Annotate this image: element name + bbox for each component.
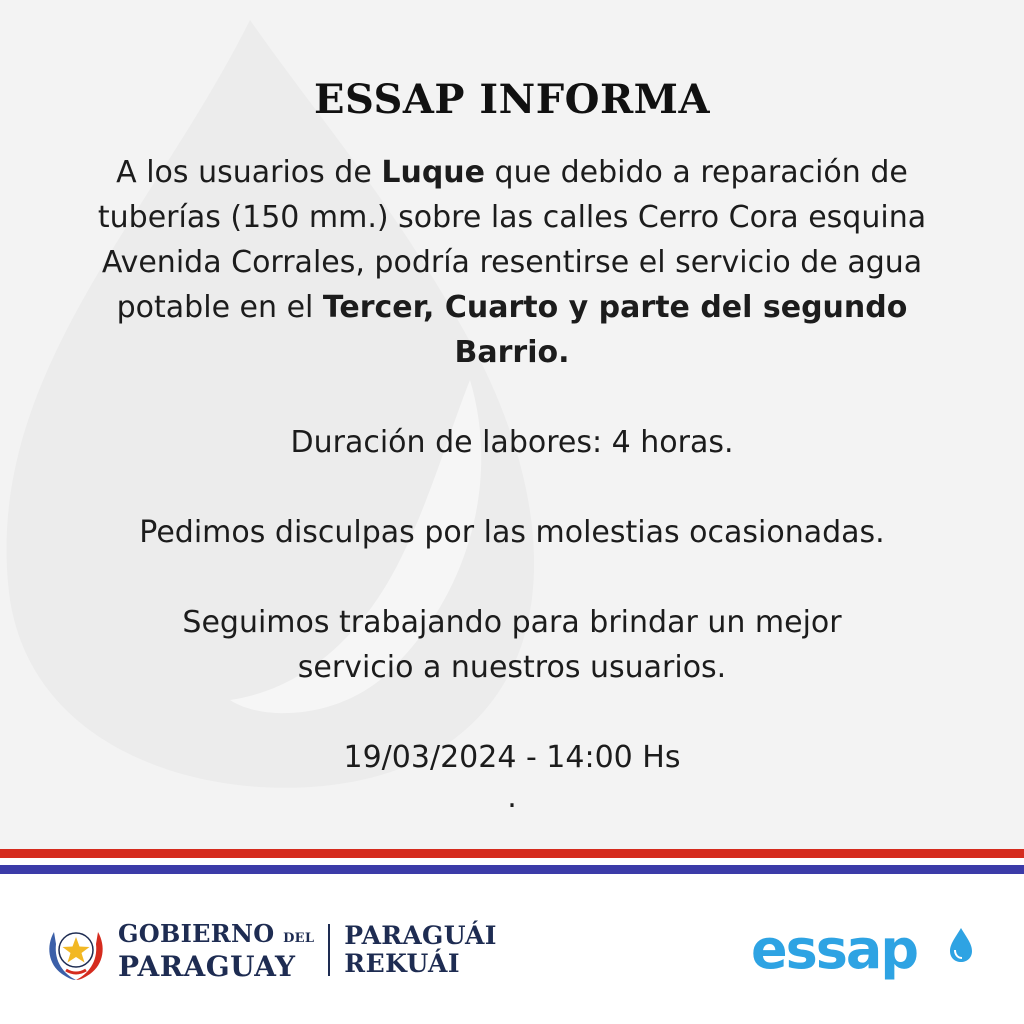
stripe-blue — [0, 865, 1024, 874]
slogan-line-1: PARAGUÁI — [344, 921, 497, 950]
stripe-red — [0, 849, 1024, 858]
logo-divider — [328, 924, 330, 976]
gobierno-wordmark — [118, 920, 314, 981]
p1-barrios: Tercer, Cuarto y parte del segundo Barrio. — [322, 290, 908, 370]
paraguay-word: PARAGUAY — [118, 949, 296, 983]
notice-apology: Pedimos disculpas por las molestias ocasionadas. — [139, 515, 885, 550]
notice-body — [60, 150, 964, 816]
slogan-line-2: REKUÁI — [344, 949, 461, 978]
notice-title: ESSAP INFORMA — [314, 76, 710, 123]
paraguay-seal-icon — [44, 918, 108, 982]
p1-text-1: A los usuarios de — [116, 155, 382, 190]
stripe-white — [0, 858, 1024, 865]
footer — [0, 874, 1024, 1024]
gobierno-word: GOBIERNO — [118, 918, 275, 948]
spacer — [60, 375, 964, 420]
notice-datetime: 19/03/2024 - 14:00 Hs — [343, 740, 681, 775]
p1-text-3: que debido a reparación de tuberías (150 mm.) sobre las calles Cerro Cora esquina Avenida Corrales, podría resentirse el servicio de agua potable en el — [97, 155, 927, 325]
water-drop-icon — [950, 928, 972, 962]
notice-commitment: Seguimos trabajando para brindar un mejor servicio a nuestros usuarios. — [182, 605, 842, 685]
slogan-wordmark — [344, 922, 496, 978]
p1-city: Luque — [381, 155, 485, 190]
notice-paragraph-main — [60, 150, 964, 375]
notice-duration: Duración de labores: 4 horas. — [290, 425, 734, 460]
spacer — [60, 465, 964, 510]
essap-logo — [751, 922, 976, 982]
essap-wordmark: essap — [751, 922, 918, 981]
spacer — [60, 555, 964, 600]
gobierno-logo — [44, 918, 497, 982]
notice-trailing-dot: . — [507, 780, 517, 815]
flag-stripes — [0, 849, 1024, 874]
del-word: DEL — [283, 930, 315, 946]
spacer — [60, 690, 964, 735]
